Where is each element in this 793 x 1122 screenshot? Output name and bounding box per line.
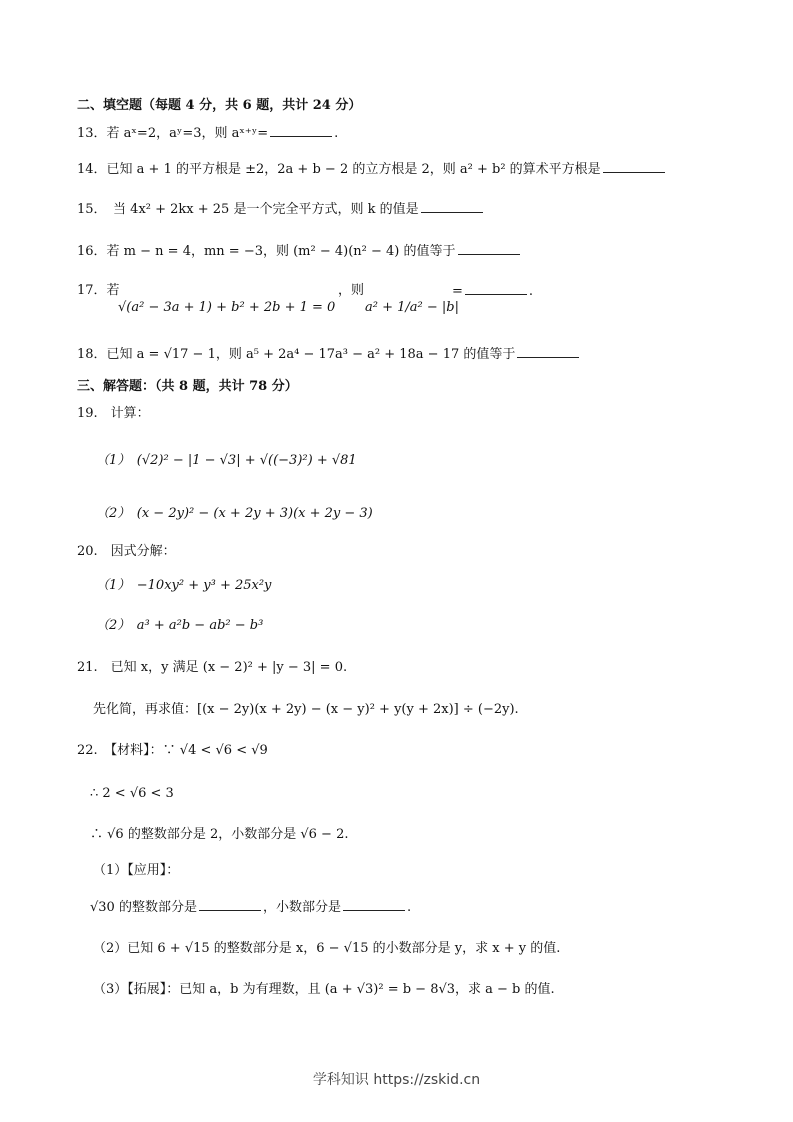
- question-13-end: .: [334, 126, 339, 141]
- question-17-then: ，则: [338, 283, 365, 298]
- section-title-solve: 三、解答题：（共 8 题，共计 78 分）: [77, 379, 298, 394]
- answer-blank[interactable]: [603, 160, 665, 173]
- question-20: 20. 因式分解：: [77, 544, 176, 559]
- question-22-part-3: （3）【拓展】：已知 a，b 为有理数，且 (a + √3)² = b − 8√3，求 a − b 的值.: [93, 982, 555, 997]
- question-22-part-1-text: √30 的整数部分是: [90, 900, 197, 915]
- question-17-equals: =: [452, 284, 463, 299]
- question-22-part-1-title: （1）【应用】：: [93, 863, 180, 878]
- question-17-condition: √(a² − 3a + 1) + b² + 2b + 1 = 0: [118, 300, 336, 315]
- question-22-therefore-1: ∴ 2 < √6 < 3: [90, 786, 174, 801]
- question-13: [77, 124, 338, 143]
- question-18-text: 18．已知 a = √17 − 1，则 a⁵ + 2a⁴ − 17a³ − a² + 18a − 17 的值等于: [77, 347, 516, 362]
- question-15: [77, 200, 485, 219]
- question-19-part-2: （2） (x − 2y)² − (x + 2y + 3)(x + 2y − 3): [96, 506, 373, 521]
- question-16: [77, 242, 522, 261]
- answer-blank[interactable]: [458, 242, 520, 255]
- answer-blank[interactable]: [465, 282, 527, 295]
- footer-watermark: 学科知识 https://zskid.cn: [312, 1072, 481, 1088]
- question-15-text: 15． 当 4x² + 2kx + 25 是一个完全平方式，则 k 的值是: [77, 202, 419, 217]
- question-17-end: .: [528, 284, 534, 299]
- answer-blank[interactable]: [421, 200, 483, 213]
- answer-blank[interactable]: [270, 124, 332, 137]
- question-19: 19. 计算：: [77, 406, 150, 421]
- section-title-fill: 二、填空题（每题 4 分，共 6 题，共计 24 分）: [77, 98, 362, 113]
- question-22-part-1-end: .: [406, 900, 412, 915]
- answer-blank[interactable]: [199, 898, 261, 911]
- question-17-expression: a² + 1/a² − |b|: [365, 300, 459, 315]
- question-22-part-1-middle: ，小数部分是: [262, 900, 341, 915]
- question-13-text: 13．若 aˣ=2，aʸ=3，则 aˣ⁺ʸ=: [77, 126, 269, 141]
- answer-blank[interactable]: [343, 898, 405, 911]
- question-22-part-2: （2）已知 6 + √15 的整数部分是 x，6 − √15 的小数部分是 y，求 x + y 的值.: [93, 941, 561, 956]
- question-22-therefore-2: ∴ √6 的整数部分是 2，小数部分是 √6 − 2.: [90, 827, 349, 842]
- question-18: [77, 345, 581, 364]
- question-21: 21. 已知 x，y 满足 (x − 2)² + |y − 3| = 0.: [77, 660, 348, 675]
- question-22-part-1: [90, 898, 411, 917]
- question-20-part-2: （2） a³ + a²b − ab² − b³: [96, 618, 264, 633]
- question-19-part-1: （1） (√2)² − |1 − √3| + √((−3)²) + √81: [96, 453, 357, 468]
- answer-blank[interactable]: [517, 345, 579, 358]
- question-16-text: 16．若 m − n = 4，mn = −3，则 (m² − 4)(n² − 4) 的值等于: [77, 244, 456, 259]
- question-17-answer: [452, 282, 533, 301]
- question-14: [77, 160, 667, 179]
- question-14-text: 14．已知 a + 1 的平方根是 ±2，2a + b − 2 的立方根是 2，则 a² + b² 的算术平方根是: [77, 162, 601, 177]
- question-17-label: 17．若: [77, 283, 120, 298]
- question-21-instruction: 先化简，再求值：[(x − 2y)(x + 2y) − (x − y)² + y(y + 2x)] ÷ (−2y).: [93, 702, 519, 717]
- question-22: 22. 【材料】：∵ √4 < √6 < √9: [77, 743, 268, 758]
- question-20-part-1: （1） −10xy² + y³ + 25x²y: [96, 578, 272, 593]
